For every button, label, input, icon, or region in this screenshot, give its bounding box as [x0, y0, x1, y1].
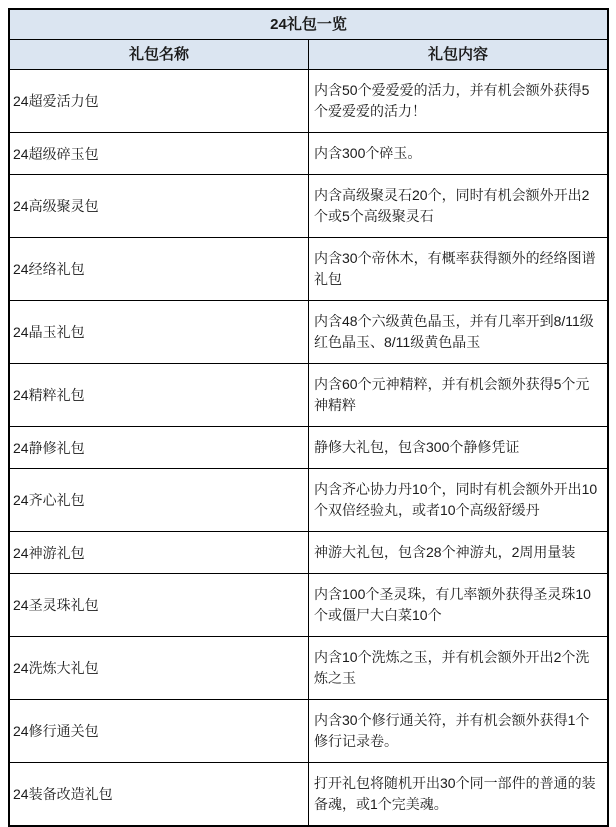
table-row	[9, 763, 608, 827]
package-content: 内含50个爱爱爱的活力，并有机会额外获得5个爱爱爱的活力！	[309, 70, 609, 133]
column-header-package-content: 礼包内容	[309, 40, 609, 70]
package-content: 内含30个帝休木，有概率获得额外的经络图谱礼包	[309, 238, 609, 301]
table-row	[9, 532, 608, 574]
package-content: 内含齐心协力丹10个，同时有机会额外开出10个双倍经验丸，或者10个高级舒缓丹	[309, 469, 609, 532]
table-row	[9, 427, 608, 469]
package-name: 24超爱活力包	[9, 70, 309, 133]
gift-package-table	[8, 8, 609, 827]
table-row	[9, 469, 608, 532]
table-row	[9, 574, 608, 637]
table-row	[9, 133, 608, 175]
package-content: 内含10个洗炼之玉，并有机会额外开出2个洗炼之玉	[309, 637, 609, 700]
package-content: 神游大礼包，包含28个神游丸，2周用量装	[309, 532, 609, 574]
package-name: 24齐心礼包	[9, 469, 309, 532]
package-content: 内含30个修行通关符，并有机会额外获得1个修行记录卷。	[309, 700, 609, 763]
table-body	[9, 70, 608, 827]
table-row	[9, 637, 608, 700]
table-row	[9, 70, 608, 133]
table-row	[9, 700, 608, 763]
package-content: 内含高级聚灵石20个，同时有机会额外开出2个或5个高级聚灵石	[309, 175, 609, 238]
package-name: 24晶玉礼包	[9, 301, 309, 364]
table-row	[9, 238, 608, 301]
table-header-row	[9, 40, 608, 70]
package-name: 24修行通关包	[9, 700, 309, 763]
table-row	[9, 301, 608, 364]
package-content: 静修大礼包，包含300个静修凭证	[309, 427, 609, 469]
package-name: 24高级聚灵包	[9, 175, 309, 238]
package-content: 内含300个碎玉。	[309, 133, 609, 175]
package-name: 24圣灵珠礼包	[9, 574, 309, 637]
package-name: 24经络礼包	[9, 238, 309, 301]
table-row	[9, 364, 608, 427]
package-name: 24神游礼包	[9, 532, 309, 574]
table-title: 24礼包一览	[9, 9, 608, 40]
package-content: 打开礼包将随机开出30个同一部件的普通的装备魂，或1个完美魂。	[309, 763, 609, 827]
package-content: 内含48个六级黄色晶玉，并有几率开到8/11级红色晶玉、8/11级黄色晶玉	[309, 301, 609, 364]
table-title-row	[9, 9, 608, 40]
column-header-package-name: 礼包名称	[9, 40, 309, 70]
package-name: 24超级碎玉包	[9, 133, 309, 175]
package-name: 24洗炼大礼包	[9, 637, 309, 700]
package-content: 内含100个圣灵珠，有几率额外获得圣灵珠10个或僵尸大白菜10个	[309, 574, 609, 637]
package-name: 24静修礼包	[9, 427, 309, 469]
table-row	[9, 175, 608, 238]
package-name: 24装备改造礼包	[9, 763, 309, 827]
package-name: 24精粹礼包	[9, 364, 309, 427]
package-content: 内含60个元神精粹，并有机会额外获得5个元神精粹	[309, 364, 609, 427]
